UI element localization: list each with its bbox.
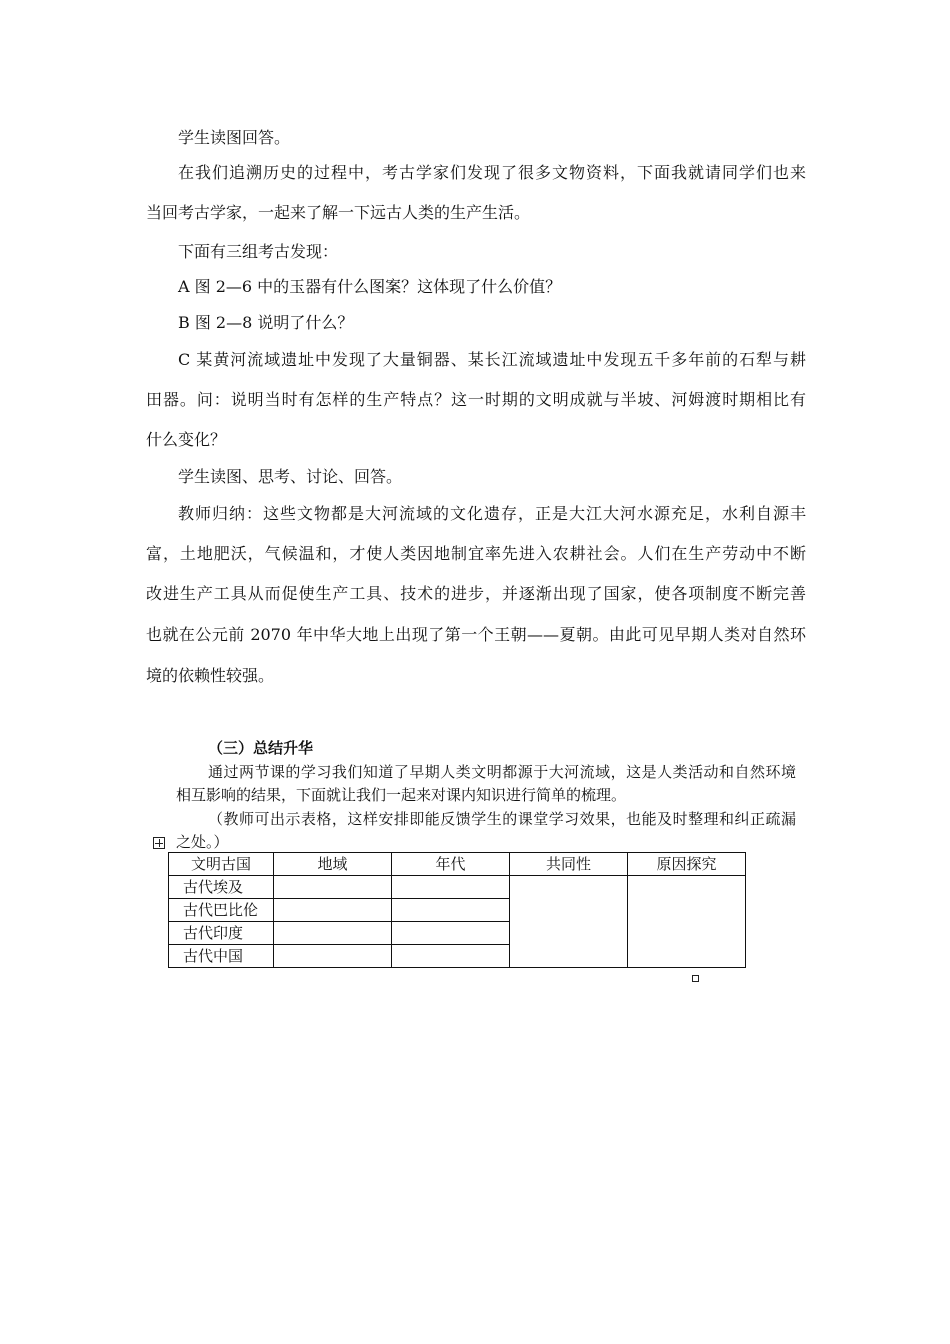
table-header-cell[interactable]: 共同性 <box>510 853 628 876</box>
paragraph-archaeology-line1: 在我们追溯历史的过程中，考古学家们发现了很多文物资料，下面我就请同学们也来 <box>178 163 806 182</box>
paragraph-archaeology-line2: 当回考古学家，一起来了解一下远古人类的生产生活。 <box>146 203 531 222</box>
civilization-table <box>168 852 746 968</box>
paragraph-teacher-summary-line3: 改进生产工具从而促使生产工具、技术的进步，并逐渐出现了国家，使各项制度不断完善 <box>146 584 806 603</box>
table-cell[interactable] <box>274 922 392 945</box>
table-cell[interactable] <box>274 876 392 899</box>
table-cell[interactable] <box>392 922 510 945</box>
table-header-cell[interactable]: 地域 <box>274 853 392 876</box>
table-cell[interactable] <box>392 899 510 922</box>
paragraph-question-c-line3: 什么变化？ <box>146 430 227 449</box>
paragraph-teacher-summary-line1: 教师归纳：这些文物都是大河流域的文化遗存，正是大江大河水源充足，水利自源丰 <box>178 504 806 523</box>
paragraph-question-c-line2: 田器。问：说明当时有怎样的生产特点？这一时期的文明成就与半坡、河姆渡时期相比有 <box>146 390 806 409</box>
table-cell-merged[interactable] <box>628 876 746 968</box>
table-cell[interactable] <box>392 945 510 968</box>
table-header-cell[interactable]: 年代 <box>392 853 510 876</box>
summary-line1: 通过两节课的学习我们知道了早期人类文明都源于大河流域，这是人类活动和自然环境 <box>208 763 796 781</box>
table-cell[interactable] <box>274 899 392 922</box>
table-row-label[interactable]: 古代巴比伦 <box>169 899 274 922</box>
section-title-summary: （三）总结升华 <box>208 739 314 757</box>
table-row <box>169 876 746 899</box>
paragraph-question-b: B 图 2—8 说明了什么？ <box>178 313 354 332</box>
table-move-handle-icon[interactable] <box>153 837 165 849</box>
table-resize-handle-icon[interactable] <box>692 975 699 982</box>
table-row-label[interactable]: 古代中国 <box>169 945 274 968</box>
summary-line4: 之处。） <box>176 833 229 851</box>
paragraph-question-c-line1: C 某黄河流域遗址中发现了大量铜器、某长江流域遗址中发现五千多年前的石犁与耕 <box>178 350 806 369</box>
paragraph-teacher-summary-line4: 也就在公元前 2070 年中华大地上出现了第一个王朝——夏朝。由此可见早期人类对自然环 <box>146 625 806 644</box>
paragraph-question-a: A 图 2—6 中的玉器有什么图案？这体现了什么价值？ <box>178 277 562 296</box>
table-row-label[interactable]: 古代埃及 <box>169 876 274 899</box>
paragraph-teacher-summary-line2: 富，土地肥沃，气候温和，才使人类因地制宜率先进入农耕社会。人们在生产劳动中不断 <box>146 544 806 563</box>
paragraph-student-answer: 学生读图回答。 <box>178 128 291 147</box>
table-cell[interactable] <box>392 876 510 899</box>
summary-line3: （教师可出示表格，这样安排即能反馈学生的课堂学习效果，也能及时整理和纠正疏漏 <box>208 810 796 828</box>
table-header-cell[interactable]: 文明古国 <box>169 853 274 876</box>
table-header-row <box>169 853 746 876</box>
paragraph-student-activity: 学生读图、思考、讨论、回答。 <box>178 467 403 486</box>
table-row-label[interactable]: 古代印度 <box>169 922 274 945</box>
table-cell[interactable] <box>274 945 392 968</box>
paragraph-teacher-summary-line5: 境的依赖性较强。 <box>146 666 275 685</box>
summary-line2: 相互影响的结果，下面就让我们一起来对课内知识进行简单的梳理。 <box>176 786 627 804</box>
paragraph-three-discoveries: 下面有三组考古发现： <box>178 242 339 261</box>
table-header-cell[interactable]: 原因探究 <box>628 853 746 876</box>
table-cell-merged[interactable] <box>510 876 628 968</box>
